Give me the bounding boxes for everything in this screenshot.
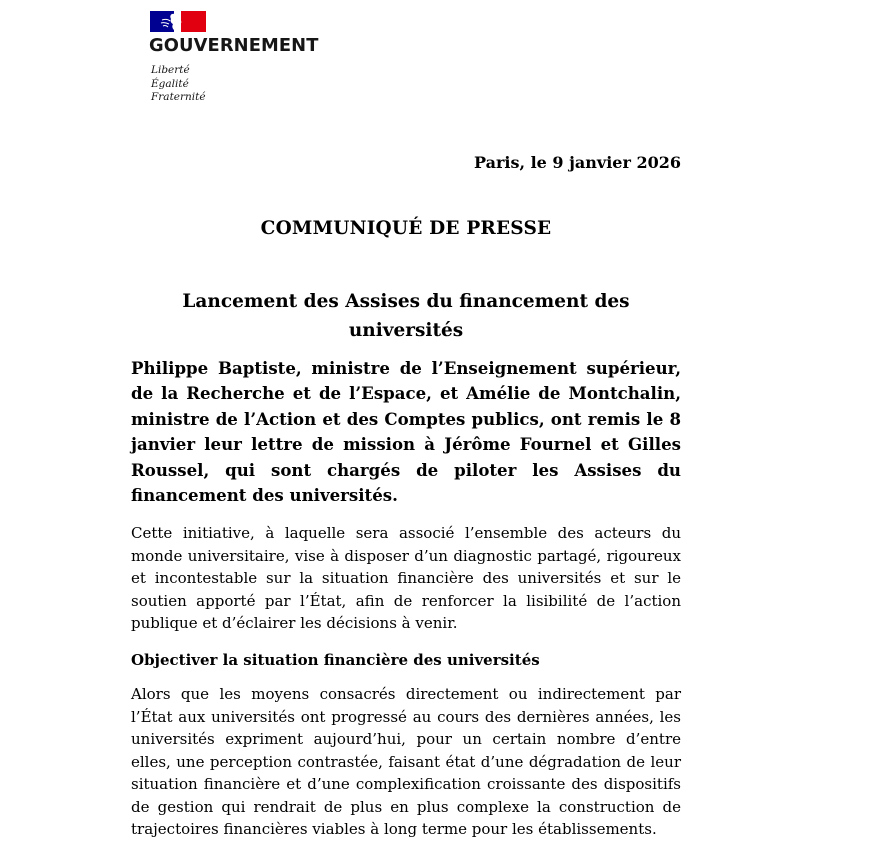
- document-type: COMMUNIQUÉ DE PRESSE: [260, 218, 552, 239]
- motto-liberte: Liberté: [151, 64, 190, 76]
- body-paragraph: Cette initiative, à laquelle sera associé l’ensemble des acteurs du monde universitaire, vise à disposer d’un diagnostic partagé, rigoureux et incontestable sur la situation financière des universités et sur le soutien apporté par l’État, afin de renforcer la lisibilité de l’action publique et d’éclairer les décisions à venir.: [131, 524, 681, 632]
- motto-fraternite: Fraternité: [151, 91, 206, 103]
- section-paragraph: Alors que les moyens consacrés directement ou indirectement par l’État aux universités ont progressé au cours des dernières années, les universités expriment aujourd’hui, pour un certain nombre d’entre elles, une perception contrastée, faisant état d’une dégradation de leur situation financière et d’une complexification croissante des dispositifs de gestion qui rendrait de plus en plus complexe la construction de trajectoires financières viables à long terme pour les établissements.: [131, 685, 681, 838]
- place-date: Paris, le 9 janvier 2026: [473, 153, 681, 172]
- government-logo: [149, 10, 339, 110]
- logo-wordmark: GOUVERNEMENT: [149, 36, 319, 56]
- lead-paragraph: Philippe Baptiste, ministre de l’Enseignement supérieur, de la Recherche et de l’Espace, et Amélie de Montchalin, ministre de l’Action et des Comptes publics, ont remis le 8 janvier leur lettre de mission à Jérôme Fournel et Gilles Roussel, qui sont chargés de piloter les Assises du financement des universités.: [131, 358, 681, 506]
- page-title: Lancement des Assises du financement des universités: [182, 291, 630, 341]
- section-heading: Objectiver la situation financière des universités: [131, 651, 540, 669]
- logo-motto: [151, 64, 206, 105]
- motto-egalite: Égalité: [151, 77, 189, 90]
- marianne-flag-icon: [150, 11, 206, 32]
